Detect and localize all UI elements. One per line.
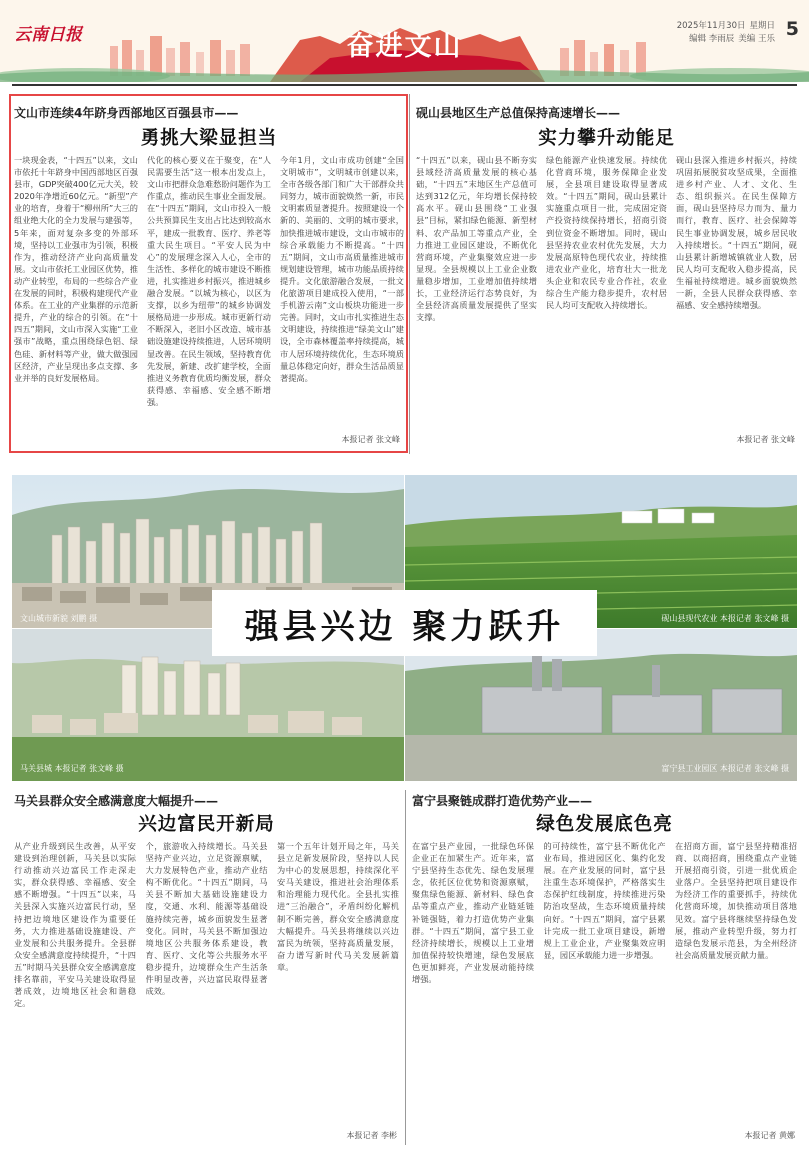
article-headline: 兴边富民开新局 xyxy=(138,814,275,835)
article-byline: 本报记者 黄娜 xyxy=(744,1131,795,1140)
page-number: 5 xyxy=(785,18,799,40)
issue-weekday: 星期日 xyxy=(749,21,775,31)
article-column: 的可持续性，富宁县不断优化产业布局，推进园区化、集约化发展。在产业发展的同时，富宁县注重生态环境保护，严格落实生态保护红线制度，持续推进污染防治攻坚战，生态环境质量持续向好。“十四五”期间，富宁县累计完成一批工业项目建设，新增规上工业企业，产业聚集效应明显，园区承载能力进一步增强。 xyxy=(543,841,666,960)
article-column: 从产业升级到民生改善，从平安建设到治理创新，马关县以实际行动推动兴边富民工作走深走实，群众获得感、幸福感、安全感不断增强。“十四五”以来，马关县深入实施兴边富民行动，坚持把边境地区建设作为重要任务，大力推进基础设施建设、产业发展和公共服务提升。全县群众安全感满意度持续提升，“十四五”时期马关县群众安全感满意度排名靠前，平安马关建设取得显著成效，边境地区社会和谐稳定。 xyxy=(14,841,136,1009)
masthead-rule xyxy=(12,84,797,86)
feature-banner: 强县兴边 聚力跃升 xyxy=(212,590,597,656)
article-funing[interactable] xyxy=(412,790,797,1145)
article-kicker: 富宁县聚链成群打造优势产业—— xyxy=(412,794,593,808)
photo-caption: 马关县城 本报记者 张文峰 摄 xyxy=(20,764,124,773)
article-byline: 本报记者 李彬 xyxy=(346,1131,397,1140)
column-divider xyxy=(409,94,410,454)
photo-caption: 富宁县工业园区 本报记者 张文峰 摄 xyxy=(661,764,789,773)
article-yanshan[interactable] xyxy=(416,100,797,448)
article-headline: 实力攀升动能足 xyxy=(538,128,675,149)
photo-caption: 文山城市新貌 刘鹏 摄 xyxy=(20,614,98,623)
article-kicker: 马关县群众安全感满意度大幅提升—— xyxy=(14,794,219,808)
article-column: 个，旅游收入持续增长。马关县坚持产业兴边，立足资源禀赋，大力发展特色产业，推动产业结构不断优化。“十四五”期间，马关县不断加大基础设施建设力度，交通、水利、能源等基础设施持续完善，城乡面貌发生显著变化。同时，马关县不断加强边境地区公共服务体系建设，教育、医疗、文化等公共服务水平稳步提升，边境群众生产生活条件明显改善，兴边富民取得显著成效。 xyxy=(145,841,268,997)
article-maguan[interactable] xyxy=(14,790,399,1145)
article-kicker: 文山市连续4年跻身西部地区百强县市—— xyxy=(14,106,239,120)
article-headline: 绿色发展底色亮 xyxy=(536,814,673,835)
photo-caption: 砚山县现代农业 本报记者 张文峰 摄 xyxy=(661,614,789,623)
article-byline: 本报记者 张文峰 xyxy=(341,435,400,444)
article-column: 第一个五年计划开局之年，马关县立足新发展阶段，坚持以人民为中心的发展思想，持续深化平安马关建设，推进社会治理体系和治理能力现代化。全县扎实推进“三治融合”，矛盾纠纷化解机制不断完善，群众安全感满意度大幅提升。马关县将继续以兴边富民为统领，坚持高质量发展，奋力谱写新时代马关发展新篇章。 xyxy=(277,841,399,972)
article-kicker: 砚山县地区生产总值保持高速增长—— xyxy=(416,106,621,120)
article-column: 砚山县深入推进乡村振兴，持续巩固拓展脱贫攻坚成果，全面推进乡村产业、人才、文化、生态、组织振兴。在民生保障方面，砚山县坚持尽力而为、量力而行，教育、医疗、社会保障等民生事业协调发展，城乡居民收入持续增长。“十四五”期间，砚山县累计新增城镇就业人数，居民人均可支配收入稳步提高，民生福祉持续增进。城乡面貌焕然一新，全县人民群众获得感、幸福感、安全感持续增强。 xyxy=(676,155,797,311)
article-wenshan[interactable] xyxy=(14,100,404,448)
article-column: “十四五”以来，砚山县不断夯实县域经济高质量发展的核心基础，“十四五”末地区生产总值可达到312亿元，年均增长保持较高水平。砚山县围绕“工业强县”目标，紧扣绿色能源、新型材料、农产品加工等重点产业，全力推进工业园区建设，不断优化营商环境，产业集聚效应进一步显现。全县规模以上工业企业数量稳步增加，工业增加值持续增长，工业经济运行态势良好，为全县经济高质量发展提供了坚实支撑。 xyxy=(416,155,537,323)
section-title: 奋进文山 xyxy=(346,31,463,62)
article-column: 在招商方面，富宁县坚持精准招商、以商招商，围绕重点产业链开展招商引资，引进一批优质企业落户。全县坚持把项目建设作为经济工作的重要抓手，持续优化营商环境，加快推动项目落地见效。富宁县将继续坚持绿色发展，推动产业转型升级，努力打造绿色发展示范县，为全州经济社会高质量发展贡献力量。 xyxy=(675,841,797,960)
article-column: 今年1月，文山市成功创建“全国文明城市”，文明城市创建以来，全市各级各部门和广大干部群众共同努力，城市面貌焕然一新，市民文明素质显著提升。按照建设一个新的、美丽的、文明的城市要求，加快推进城市建设，文山市城市的综合承载能力不断提高。“十四五”期间，文山市高质量推进城市规划建设管理，城市功能品质持续提升。文化旅游融合发展，一批文化旅游项目建成投入使用，“一部手机游云南”文山板块功能进一步完善。同时，文山市扎实推进生态文明建设，持续推进“绿美文山”建设，全市森林覆盖率持续提高，城市人居环境持续优化，生态环境质量总体稳定向好，群众生活品质显著提高。 xyxy=(280,155,404,383)
column-divider xyxy=(405,790,406,1145)
article-column: 在富宁县产业园，一批绿色环保企业正在加紧生产。近年来，富宁县坚持生态优先、绿色发展理念，依托区位优势和资源禀赋，聚焦绿色能源、新材料、绿色食品等重点产业，推动产业链延链补链强链，着力打造优势产业集群。“十四五”期间，富宁县工业经济持续增长，规模以上工业增加值保持较快增速，绿色发展底色更加鲜亮，产业发展动能持续增强。 xyxy=(412,841,534,985)
paper-name-logo: 云南日报 xyxy=(14,25,82,45)
issue-date: 2025年11月30日 xyxy=(676,21,746,31)
article-column: 绿色能源产业快速发展。持续优化营商环境，服务保障企业发展，全县项目建设取得显著成效。“十四五”期间，砚山县累计实施重点项目一批，完成固定资产投资持续保持增长，招商引资到位资金不断增加。同时，砚山县坚持农业农村优先发展，大力发展高原特色现代农业，持续推进农业产业化，培育壮大一批龙头企业和农民专业合作社，农业综合生产能力稳步提升，农村居民人均可支配收入持续增长。 xyxy=(546,155,667,311)
article-byline: 本报记者 张文峰 xyxy=(736,435,795,444)
article-column: 一块现金表，“十四五”以来，文山市依托十年跻身中国西部地区百强县市，GDP突破400亿元大关，较2020年净增近60亿元。“新型”产业的培育，身着于“柳州所”大三的组业绝大化的全力发展与建强等，5年来，面对复杂多变的外部环境，坚持以工业强市为引领，积极作为，推动经济产业向高质量发展。文山市依托工业园区优势，推动产业转型，布局的一些综合产业在发展的同时，积极构建现代产业体系。在工业的产业集群的示范新提升，产业的综合的引领。在“十四五”期间，文山市深入实施“工业强市”战略，重点围绕绿色铝、绿色硅、新材料等产业，做大做强园区经济，产业呈现出多点支撑、多业并举的良好发展格局。 xyxy=(14,155,138,383)
article-headline: 勇挑大梁显担当 xyxy=(140,128,278,149)
issue-designer: 美编 王乐 xyxy=(738,34,775,44)
article-column: 代化的核心要义在于聚变，在“人民需要生活”这一根本出发点上，文山市把群众急难愁盼问题作为工作重点，推动民生事业全面发展。在“十四五”期间，文山市投入一般公共预算民生支出占比达到较高水平，建成一批教育、医疗、养老等重大民生项目。“平安人民为中心”的发展理念深入人心，全市的生活性、多样化的城市建设不断推进，扎实推进乡村振兴，推进城乡融合发展。“以城为核心，以区为支撑，以乡为纽带”的城乡协调发展格局进一步形成。城市更新行动不断深入，老旧小区改造、城市基础设施建设持续推进，人居环境明显改善。在民生领域，坚持教育优先发展，新建、改扩建学校，全面推进义务教育优质均衡发展，群众获得感、幸福感、安全感不断增强。 xyxy=(147,155,271,407)
issue-meta xyxy=(673,20,775,46)
masthead xyxy=(0,0,809,82)
issue-editor: 编辑 李雨辰 xyxy=(689,34,735,44)
